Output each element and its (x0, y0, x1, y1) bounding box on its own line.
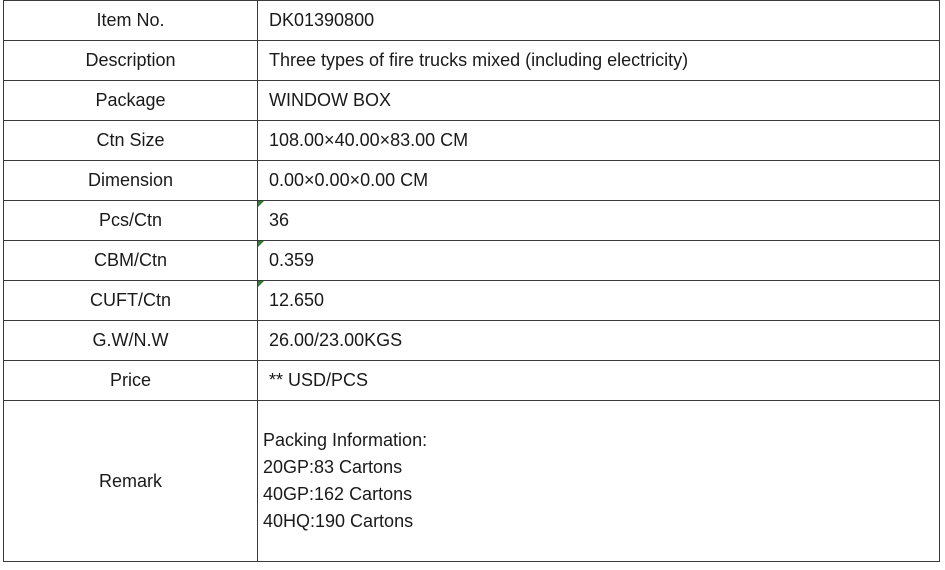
table-row (4, 281, 940, 321)
label-description: Description (4, 41, 258, 81)
label-dimension: Dimension (4, 161, 258, 201)
table-row (4, 401, 940, 562)
remark-line: Packing Information: (263, 430, 428, 450)
value-pcs-ctn: 36 (269, 210, 290, 230)
remark-line: 40GP:162 Cartons (263, 484, 413, 504)
table-row (4, 201, 940, 241)
value-cuft-ctn: 12.650 (269, 290, 325, 310)
remark-line: 20GP:83 Cartons (263, 457, 403, 477)
table-row (4, 161, 940, 201)
label-remark: Remark (4, 401, 258, 562)
value-cbm-ctn: 0.359 (269, 250, 315, 270)
table-row (4, 321, 940, 361)
value-cbm-ctn-cell (258, 241, 940, 281)
label-price: Price (4, 361, 258, 401)
label-pcs-ctn: Pcs/Ctn (4, 201, 258, 241)
label-gw-nw: G.W/N.W (4, 321, 258, 361)
label-ctn-size: Ctn Size (4, 121, 258, 161)
cell-flag-icon (258, 281, 264, 287)
value-description: Three types of fire trucks mixed (including electricity) (258, 41, 940, 81)
value-ctn-size: 108.00×40.00×83.00 CM (258, 121, 940, 161)
cell-flag-icon (258, 201, 264, 207)
table-row (4, 241, 940, 281)
label-package: Package (4, 81, 258, 121)
table-row (4, 1, 940, 41)
table-row (4, 361, 940, 401)
table-row (4, 81, 940, 121)
value-dimension: 0.00×0.00×0.00 CM (258, 161, 940, 201)
product-spec-table (3, 0, 940, 562)
label-cbm-ctn: CBM/Ctn (4, 241, 258, 281)
table-row (4, 41, 940, 81)
value-price: ** USD/PCS (258, 361, 940, 401)
label-cuft-ctn: CUFT/Ctn (4, 281, 258, 321)
value-cuft-ctn-cell (258, 281, 940, 321)
value-package: WINDOW BOX (258, 81, 940, 121)
value-gw-nw: 26.00/23.00KGS (258, 321, 940, 361)
cell-flag-icon (258, 241, 264, 247)
value-pcs-ctn-cell (258, 201, 940, 241)
remark-line: 40HQ:190 Cartons (263, 511, 414, 531)
value-remark (258, 401, 940, 562)
table-row (4, 121, 940, 161)
value-item-no: DK01390800 (258, 1, 940, 41)
label-item-no: Item No. (4, 1, 258, 41)
